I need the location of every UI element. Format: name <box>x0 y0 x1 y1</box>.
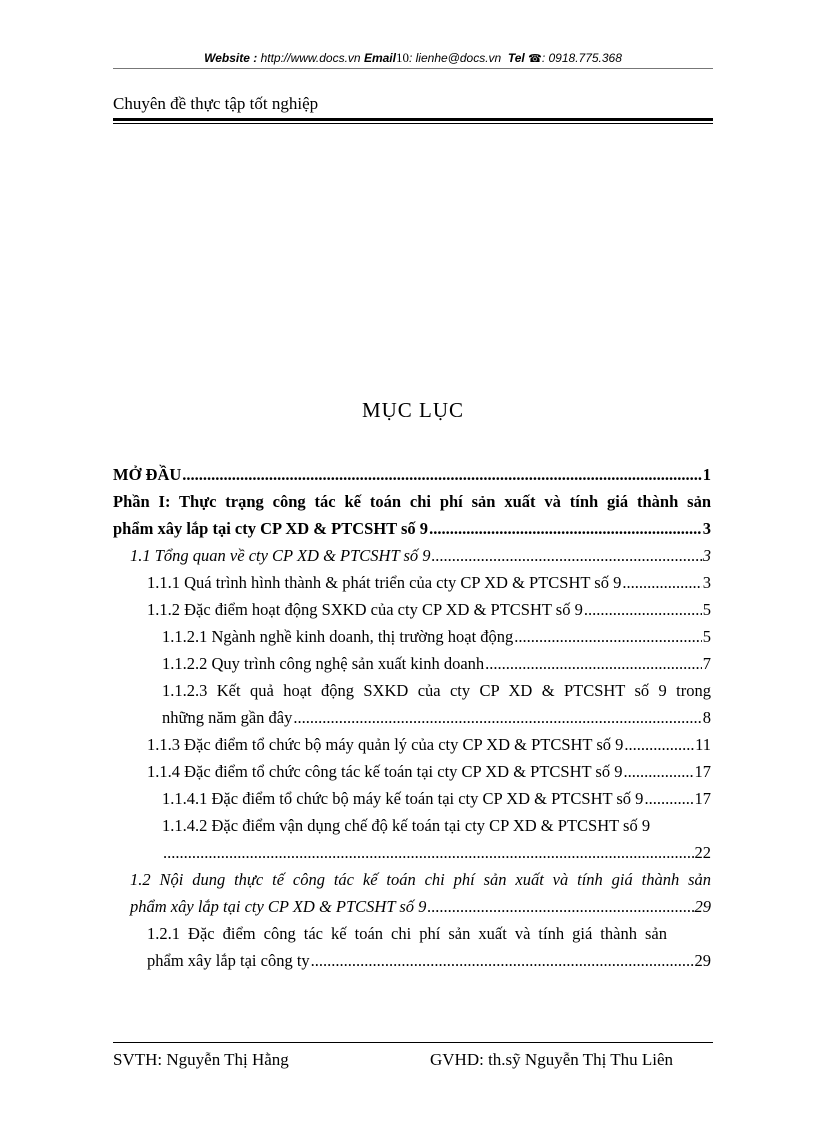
leader-dots <box>293 704 701 731</box>
toc-entry-label-line2: phẩm xây lắp tại cty CP XD & PTCSHT số 9 <box>130 897 427 916</box>
toc-entry-1-1-4-1[interactable] <box>162 785 711 812</box>
email-label: Email <box>363 51 396 65</box>
toc-page-number: 29 <box>694 951 711 970</box>
toc-entry-label-line1: 1.2 Nội dung thực tế công tác kế toán chi phí sản xuất và tính giá thành sản <box>130 870 711 889</box>
toc-entry-1-1-2-2[interactable] <box>162 650 711 677</box>
document-header: Chuyên đề thực tập tốt nghiệp <box>113 94 319 113</box>
toc-entry-phan-1[interactable] <box>113 488 711 542</box>
leader-dots <box>622 569 701 596</box>
toc-entry-label-line1: 1.2.1 Đặc điểm công tác kế toán chi phí sản xuất và tính giá thành sản <box>147 924 667 943</box>
toc-page-number: 5 <box>702 627 711 646</box>
leader-dots <box>182 461 701 488</box>
toc-entry-label-line1: 1.1.2.3 Kết quả hoạt động SXKD của cty CP XD & PTCSHT số 9 trong <box>162 681 711 700</box>
phone-icon: ☎ <box>528 53 542 65</box>
leader-dots <box>311 947 694 974</box>
toc-entry-label: 1.1.4 Đặc điểm tổ chức công tác kế toán tại cty CP XD & PTCSHT số 9 <box>147 762 623 781</box>
toc-entry-1-2[interactable] <box>130 866 711 920</box>
toc-entry-label: 1.1.3 Đặc điểm tổ chức bộ máy quản lý của cty CP XD & PTCSHT số 9 <box>147 735 624 754</box>
toc-entry-label-line2: những năm gần đây <box>162 708 293 727</box>
toc-entry-label: 1.1.2.1 Ngành nghề kinh doanh, thị trường hoạt động <box>162 627 514 646</box>
top-divider <box>113 68 713 69</box>
toc-page-number: 3 <box>702 573 711 592</box>
toc-entry-1-1-1[interactable] <box>147 569 711 596</box>
toc-entry-1-1-2-1[interactable] <box>162 623 711 650</box>
footer-student: SVTH: Nguyễn Thị Hằng <box>113 1050 289 1069</box>
leader-dots <box>623 758 693 785</box>
toc-entry-1-1-4-2[interactable] <box>162 812 711 866</box>
toc-entry-1-1[interactable] <box>130 542 711 569</box>
leader-dots <box>584 596 702 623</box>
toc-page-number: 11 <box>695 735 711 754</box>
toc-entry-label: 1.1.1 Quá trình hình thành & phát triển của cty CP XD & PTCSHT số 9 <box>147 573 622 592</box>
toc-entry-label: MỞ ĐẦU <box>113 465 182 484</box>
toc-entry-mo-dau[interactable] <box>113 461 711 488</box>
leader-dots <box>624 731 694 758</box>
leader-dots <box>429 515 702 542</box>
toc-page-number: 3 <box>702 519 711 538</box>
page-number: 10 <box>395 50 409 65</box>
toc-page-number: 5 <box>702 600 711 619</box>
toc-entry-1-2-1[interactable] <box>147 920 711 974</box>
leader-dots <box>514 623 701 650</box>
toc-page-number: 8 <box>702 708 711 727</box>
table-of-contents <box>113 461 711 974</box>
toc-entry-label-line2: phẩm xây lắp tại cty CP XD & PTCSHT số 9 <box>113 519 429 538</box>
toc-entry-1-1-2-3[interactable] <box>162 677 711 731</box>
leader-dots <box>163 839 694 866</box>
header-rule-thick <box>113 118 713 121</box>
toc-entry-label-line1: Phần I: Thực trạng công tác kế toán chi phí sản xuất và tính giá thành sản <box>113 492 711 511</box>
leader-dots <box>485 650 702 677</box>
leader-dots <box>644 785 693 812</box>
email-address[interactable]: : lienhe@docs.vn <box>408 51 502 65</box>
toc-entry-label: 1.1.4.1 Đặc điểm tổ chức bộ máy kế toán tại cty CP XD & PTCSHT số 9 <box>162 789 644 808</box>
website-label: Website : <box>204 51 258 65</box>
toc-entry-label: 1.1.2 Đặc điểm hoạt động SXKD của cty CP XD & PTCSHT số 9 <box>147 600 583 619</box>
tel-number: : 0918.775.368 <box>541 51 622 65</box>
leader-dots <box>427 893 693 920</box>
toc-page-number: 1 <box>702 465 711 484</box>
toc-page-number: 17 <box>694 762 711 781</box>
header-rule-thin <box>113 123 713 124</box>
toc-entry-label-line1: 1.1.4.2 Đặc điểm vận dụng chế độ kế toán tại cty CP XD & PTCSHT số 9 <box>162 816 651 835</box>
toc-entry-1-1-2[interactable] <box>147 596 711 623</box>
toc-page-number: 17 <box>694 789 711 808</box>
tel-label: Tel <box>507 51 525 65</box>
toc-page-number: 29 <box>694 897 711 916</box>
website-url[interactable]: http://www.docs.vn <box>260 51 361 65</box>
toc-page-number: 22 <box>694 843 711 862</box>
toc-entry-1-1-4[interactable] <box>147 758 711 785</box>
toc-entry-1-1-3[interactable] <box>147 731 711 758</box>
footer-advisor: GVHD: th.sỹ Nguyễn Thị Thu Liên <box>430 1050 674 1069</box>
toc-page-number: 7 <box>702 654 711 673</box>
toc-page-number: 3 <box>702 546 711 565</box>
toc-title: MỤC LỤC <box>361 398 465 422</box>
toc-entry-label-line2: phẩm xây lắp tại công ty <box>147 951 310 970</box>
website-contact-line <box>113 50 713 66</box>
footer-rule <box>113 1042 713 1043</box>
toc-entry-label: 1.1.2.2 Quy trình công nghệ sản xuất kinh doanh <box>162 654 485 673</box>
leader-dots <box>432 542 702 569</box>
toc-entry-label: 1.1 Tổng quan về cty CP XD & PTCSHT số 9 <box>130 546 431 565</box>
